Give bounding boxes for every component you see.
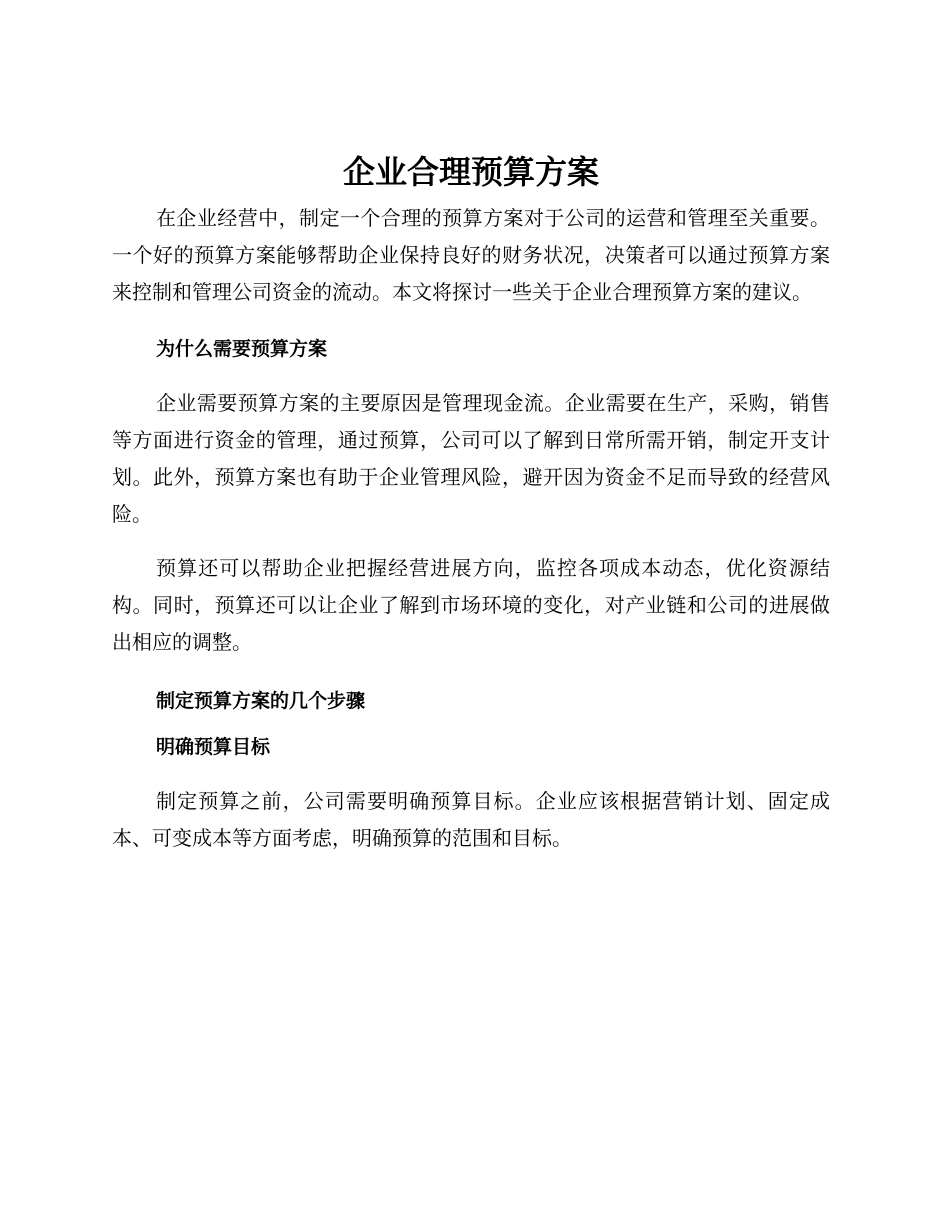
document-title: 企业合理预算方案 xyxy=(342,153,599,191)
section2-paragraph: 制定预算之前，公司需要明确预算目标。企业应该根据营销计划、固定成本、可变成本等方面考虑，明确预算的范围和目标。 xyxy=(112,789,830,850)
section1-paragraph-2: 预算还可以帮助企业把握经营进展方向，监控各项成本动态，优化资源结构。同时，预算还可以让企业了解到市场环境的变化，对产业链和公司的进展做出相应的调整。 xyxy=(112,556,830,654)
intro-paragraph: 在企业经营中，制定一个合理的预算方案对于公司的运营和管理至关重要。一个好的预算方案能够帮助企业保持良好的财务状况，决策者可以通过预算方案来控制和管理公司资金的流动。本文将探讨一些关于企业合理预算方案的建议。 xyxy=(112,206,830,304)
section1-paragraph-1: 企业需要预算方案的主要原因是管理现金流。企业需要在生产，采购，销售等方面进行资金的管理，通过预算，公司可以了解到日常所需开销，制定开支计划。此外，预算方案也有助于企业管理风险，避开因为资金不足而导致的经营风险。 xyxy=(112,391,830,526)
document-body xyxy=(112,150,830,857)
section-heading-steps: 制定预算方案的几个步骤 xyxy=(156,690,366,712)
subsection-heading-budget-goal: 明确预算目标 xyxy=(156,736,271,758)
section-heading-why-budget: 为什么需要预算方案 xyxy=(156,338,328,360)
